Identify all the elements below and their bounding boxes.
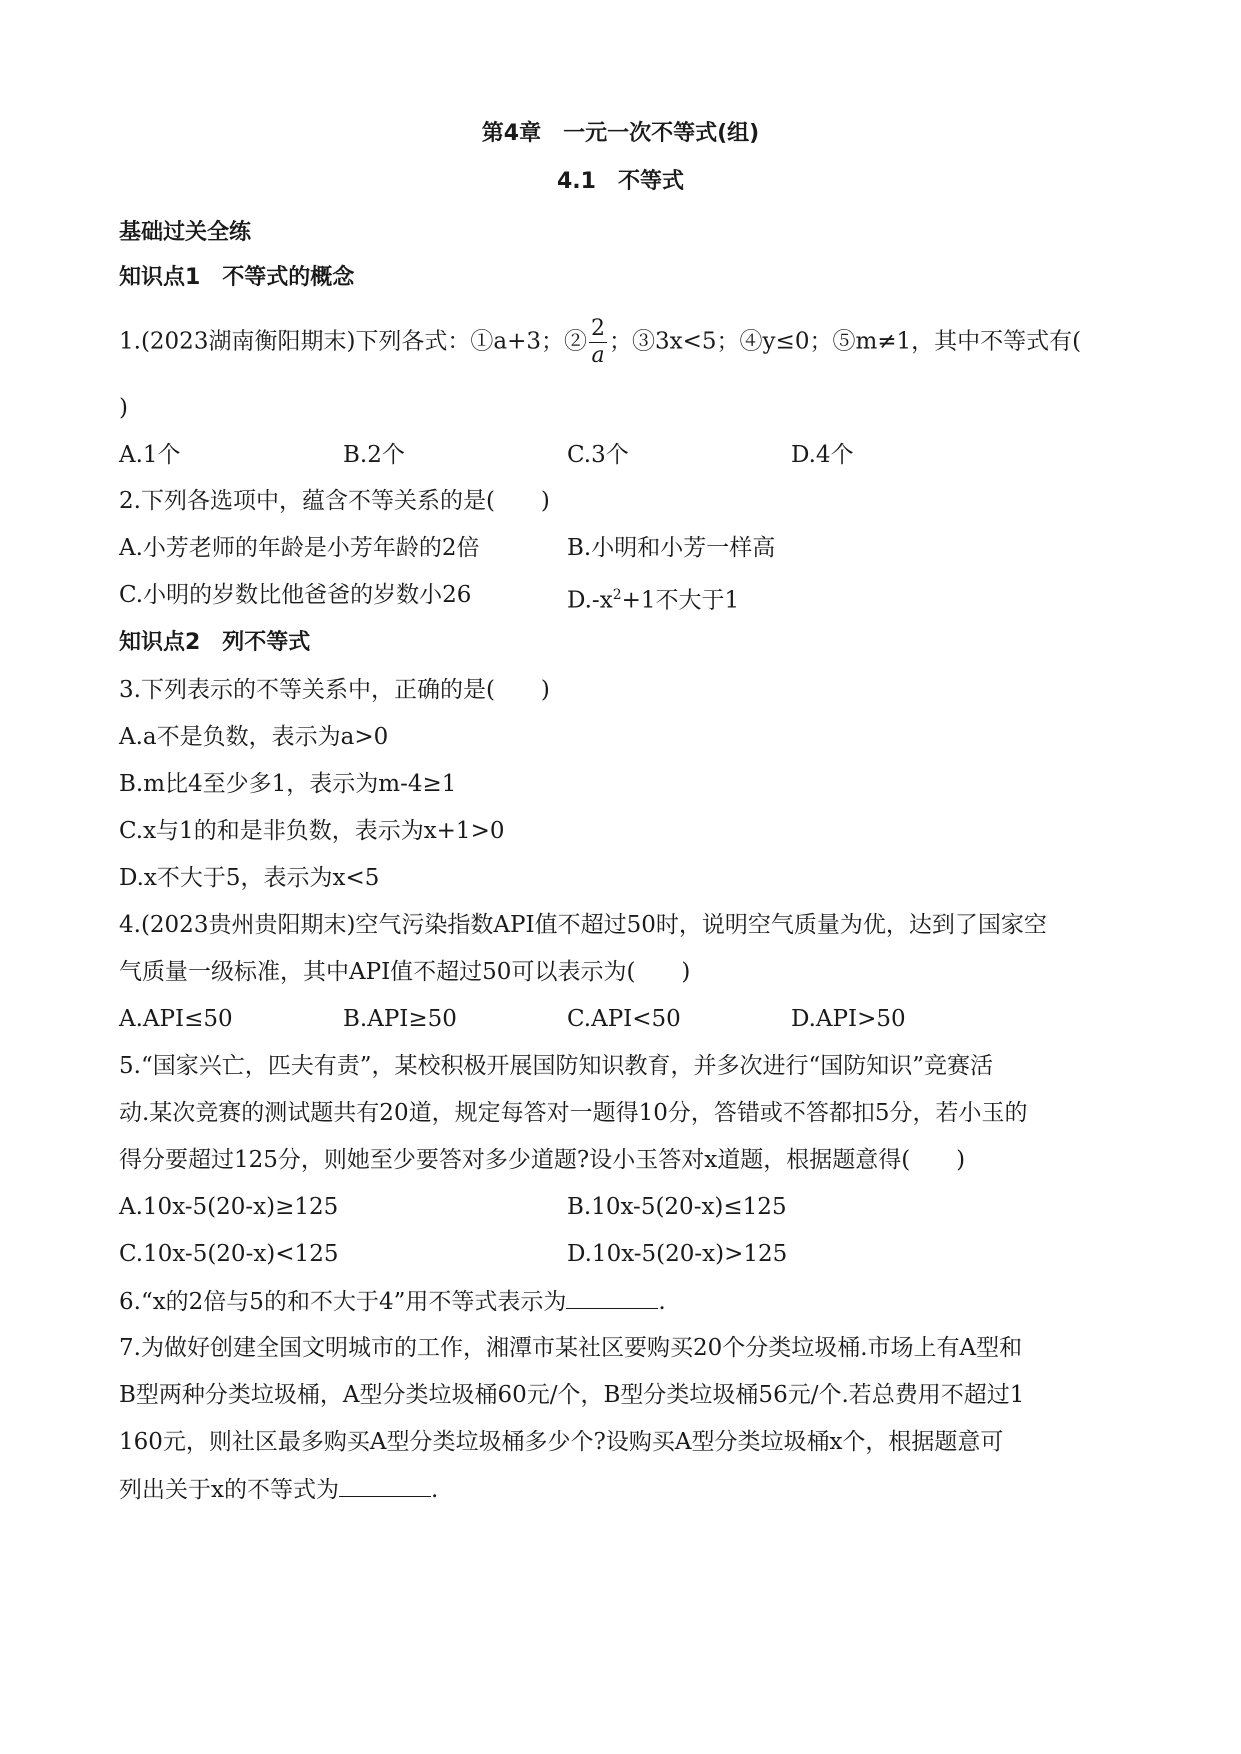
question-3-stem: 3.下列表示的不等关系中，正确的是( ) [119,677,550,703]
q2-option-c: C.小明的岁数比他爸爸的岁数小26 [119,582,472,608]
q2-option-d [567,580,739,616]
question-2-stem: 2.下列各选项中，蕴含不等关系的是( ) [119,488,550,514]
q2-option-b: B.小明和小芳一样高 [567,535,776,561]
question-7-line-3: 160元，则社区最多购买A型分类垃圾桶多少个?设购买A型分类垃圾桶x个，根据题意可 [119,1429,1004,1455]
q1-option-a: A.1个 [119,442,181,468]
question-6-text: 6.“x的2倍与5的和不大于4”用不等式表示为 [119,1289,567,1315]
question-7-text: 列出关于x的不等式为 [119,1477,339,1503]
question-5-line-3: 得分要超过125分，则她至少要答对多少道题?设小玉答对x道题，根据题意得( ) [119,1147,966,1173]
question-5-line-2: 动.某次竞赛的测试题共有20道，规定每答对一题得10分，答错或不答都扣5分，若小玉的 [119,1100,1028,1126]
question-1-suffix: ；③3x<5；④y≤0；⑤m≠1，其中不等式有( [609,328,1082,355]
fraction-denominator: a [591,343,605,368]
fraction-2-over-a [589,318,607,367]
question-4-line-2: 气质量一级标准，其中API值不超过50可以表示为( ) [119,959,691,985]
chapter-title: 第4章 一元一次不等式(组) [481,121,760,146]
q1-option-c: C.3个 [567,442,629,468]
question-1-close: ) [119,395,128,421]
answer-blank[interactable] [339,1474,431,1497]
q5-option-a: A.10x-5(20-x)≥125 [119,1194,339,1220]
q1-option-b: B.2个 [343,442,405,468]
question-1-prefix: 1.(2023湖南衡阳期末)下列各式：①a+3；② [119,328,588,355]
q3-option-a: A.a不是负数，表示为a>0 [119,724,389,750]
heading-basic-practice: 基础过关全练 [119,220,252,245]
section-title: 4.1 不等式 [557,169,684,194]
question-6-end: . [658,1289,666,1315]
q1-option-d: D.4个 [791,442,854,468]
question-4-line-1: 4.(2023贵州贵阳期末)空气污染指数API值不超过50时，说明空气质量为优，达到了国家空 [119,912,1047,938]
question-6 [119,1286,1129,1317]
q3-option-d: D.x不大于5，表示为x<5 [119,865,380,891]
q2-option-d-suffix: +1不大于1 [621,587,740,614]
q2-option-d-prefix: D.-x [567,587,613,614]
answer-blank[interactable] [566,1286,658,1309]
question-1-stem [119,318,1129,367]
question-7-line-2: B型两种分类垃圾桶，A型分类垃圾桶60元/个，B型分类垃圾桶56元/个.若总费用不超过1 [119,1382,1025,1408]
fraction-numerator: 2 [591,316,606,341]
q4-option-a: A.API≤50 [119,1006,233,1032]
q5-option-b: B.10x-5(20-x)≤125 [567,1194,787,1220]
knowledge-point-2: 知识点2 列不等式 [119,630,311,655]
q4-option-d: D.API>50 [791,1006,906,1032]
q2-option-a: A.小芳老师的年龄是小芳年龄的2倍 [119,535,480,561]
q2-option-d-exponent: 2 [612,587,622,603]
q3-option-b: B.m比4至少多1，表示为m-4≥1 [119,771,457,797]
q5-option-d: D.10x-5(20-x)>125 [567,1241,788,1267]
question-7-line-1: 7.为做好创建全国文明城市的工作，湘潭市某社区要购买20个分类垃圾桶.市场上有A型和 [119,1335,1023,1361]
question-5-line-1: 5.“国家兴亡，匹夫有责”，某校积极开展国防知识教育，并多次进行“国防知识”竞赛活 [119,1053,993,1079]
q3-option-c: C.x与1的和是非负数，表示为x+1>0 [119,818,505,844]
knowledge-point-1: 知识点1 不等式的概念 [119,265,355,290]
question-7-line-4 [119,1474,1129,1505]
q4-option-c: C.API<50 [567,1006,681,1032]
q5-option-c: C.10x-5(20-x)<125 [119,1241,339,1267]
q4-option-b: B.API≥50 [343,1006,457,1032]
question-7-end: . [430,1477,439,1503]
